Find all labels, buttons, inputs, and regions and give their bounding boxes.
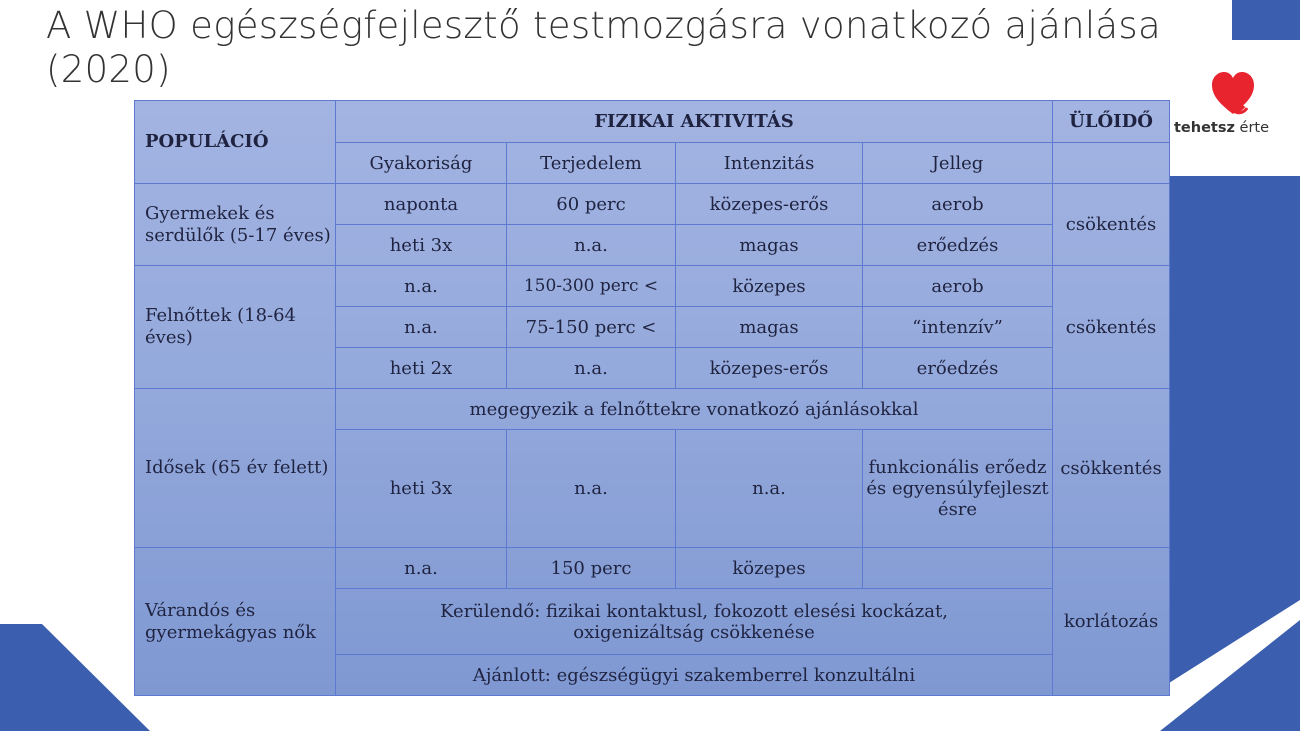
who-recommendation-table: [134, 100, 1170, 696]
population-pregnant: Várandós és gyermekágyas nők: [135, 548, 336, 696]
sitting-children: csökentés: [1053, 184, 1170, 266]
heart-icon: [1210, 70, 1256, 118]
header-sitting: ÜLŐIDŐ: [1053, 101, 1170, 143]
cell-type: erőedzés: [863, 348, 1053, 389]
cell-intensity: magas: [676, 225, 863, 266]
cell-type: “intenzív”: [863, 307, 1053, 348]
header-intensity: Intenzitás: [676, 143, 863, 184]
table-row: [135, 548, 1170, 589]
cell-intensity: közepes-erős: [676, 184, 863, 225]
cell-type: aerob: [863, 266, 1053, 307]
header-frequency: Gyakoriság: [336, 143, 507, 184]
logo: [1172, 70, 1296, 150]
sitting-elderly: csökkentés: [1053, 389, 1170, 548]
pregnant-recommended: Ajánlott: egészségügyi szakemberrel konzultálni: [336, 655, 1053, 696]
cell-intensity: n.a.: [676, 430, 863, 548]
population-children: Gyermekek és serdülők (5-17 éves): [135, 184, 336, 266]
elderly-same-as-adults: megegyezik a felnőttekre vonatkozó ajánlásokkal: [336, 389, 1053, 430]
cell-intensity: közepes: [676, 266, 863, 307]
cell-duration: 150 perc: [507, 548, 676, 589]
table-row: [135, 184, 1170, 225]
header-population: POPULÁCIÓ: [135, 101, 336, 184]
cell-type: aerob: [863, 184, 1053, 225]
cell-duration: n.a.: [507, 430, 676, 548]
cell-frequency: heti 3x: [336, 430, 507, 548]
cell-intensity: közepes: [676, 548, 863, 589]
population-adults: Felnőttek (18-64 éves): [135, 266, 336, 389]
bottom-left-accent-shape: [0, 624, 150, 731]
cell-frequency: heti 3x: [336, 225, 507, 266]
cell-duration: n.a.: [507, 225, 676, 266]
population-elderly: Idősek (65 év felett): [135, 389, 336, 548]
cell-frequency: heti 2x: [336, 348, 507, 389]
cell-type: funkcionális erőedzés egyensúlyfejlesztésre: [863, 430, 1053, 548]
sitting-pregnant: korlátozás: [1053, 548, 1170, 696]
cell-duration: 150-300 perc <: [507, 266, 676, 307]
sitting-adults: csökentés: [1053, 266, 1170, 389]
logo-text-bold: tehetsz: [1174, 120, 1235, 136]
header-row-1: [135, 101, 1170, 143]
cell-duration: 75-150 perc <: [507, 307, 676, 348]
cell-type: erőedzés: [863, 225, 1053, 266]
cell-type: [863, 548, 1053, 589]
header-sitting-empty: [1053, 143, 1170, 184]
cell-frequency: n.a.: [336, 548, 507, 589]
page-title: A WHO egészségfejlesztő testmozgásra vonatkozó ajánlása (2020): [46, 4, 1161, 91]
header-activity: FIZIKAI AKTIVITÁS: [336, 101, 1053, 143]
cell-frequency: naponta: [336, 184, 507, 225]
logo-text-rest: érte: [1234, 120, 1270, 136]
cell-duration: 60 perc: [507, 184, 676, 225]
cell-frequency: n.a.: [336, 307, 507, 348]
table-row: [135, 389, 1170, 430]
header-duration: Terjedelem: [507, 143, 676, 184]
cell-intensity: magas: [676, 307, 863, 348]
table-row: [135, 266, 1170, 307]
cell-duration: n.a.: [507, 348, 676, 389]
header-type: Jelleg: [863, 143, 1053, 184]
cell-frequency: n.a.: [336, 266, 507, 307]
cell-intensity: közepes-erős: [676, 348, 863, 389]
right-accent-shape: [1158, 176, 1300, 731]
logo-text: [1174, 120, 1296, 136]
pregnant-avoid: Kerülendő: fizikai kontaktusl, fokozott elesési kockázat, oxigenizáltság csökkenése: [336, 589, 1053, 655]
